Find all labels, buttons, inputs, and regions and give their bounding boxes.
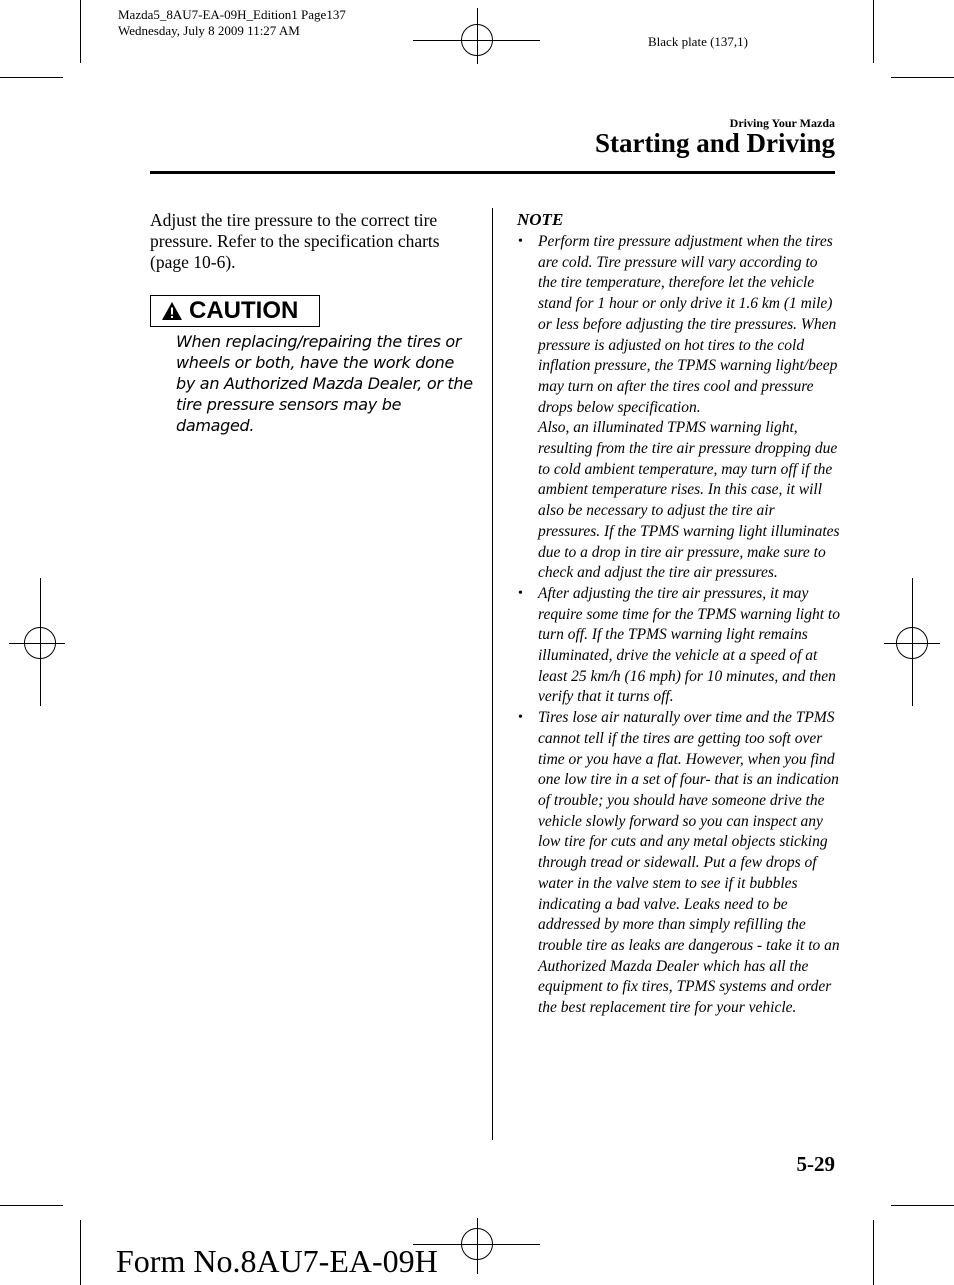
title-rule [150,171,835,174]
page-title: Starting and Driving [594,128,835,158]
list-item [516,232,840,584]
print-info-line2: Wednesday, July 8 2009 11:27 AM [118,23,300,38]
note-item-1-text-2: Also, an illuminated TPMS warning light, resulting from the tire air pressure dropping due to cold ambient temperature, may turn off if the ambient temperature rises. In this case, it will also be necessary to adjust the tire air pressures. If the TPMS warning light illuminates due to a drop in tire air pressure, make sure to check and adjust the tire air pressures. [538,419,840,582]
note-list [516,232,840,1019]
plate-label: Black plate (137,1) [648,34,748,49]
column-divider [492,208,493,1140]
form-number: Form No.8AU7-EA-09H [116,1243,438,1279]
intro-paragraph: Adjust the tire pressure to the correct tire pressure. Refer to the specification charts (page 10-6). [150,210,440,272]
note-item-2-text: After adjusting the tire air pressures, it may require some time for the TPMS warning light to turn off. If the TPMS warning light remains illuminated, drive the vehicle at a speed of at least 25 km/h (16 mph) for 10 minutes, and then verify that it turns off. [538,584,840,706]
note-heading: NOTE [517,210,564,229]
page-number: 5-29 [796,1152,835,1176]
note-item-3-text: Tires lose air naturally over time and the TPMS cannot tell if the tires are getting too soft over time or you have a flat. However, when you find one low tire in a set of four- that is an indication of trouble; you should have someone drive the vehicle slowly forward so you can inspect any low tire for cuts and any metal objects sticking through tread or sidewall. Put a few drops of water in the valve stem to see if it bubbles indicating a bad valve. Leaks need to be addressed by more than simply refilling the trouble tire as leaks are dangerous - take it to an Authorized Mazda Dealer which has all the equipment to fix tires, TPMS systems and order the best replacement tire for your vehicle. [538,709,840,1017]
list-item [516,708,840,1019]
bullet-icon: • [518,710,523,726]
caution-label: CAUTION [189,297,299,324]
note-item-1-text: Perform tire pressure adjustment when the tires are cold. Tire pressure will vary according to the tire temperature, therefore let the vehicle stand for 1 hour or only drive it 1.6 km (1 mile) or less before adjusting the tire pressures. When pressure is adjusted on hot tires to the cold inflation pressure, the TPMS warning light/beep may turn on after the tires cool and pressure drops below specification. [538,233,838,416]
bullet-icon: • [518,585,523,601]
list-item [516,584,840,708]
section-label: Driving Your Mazda [729,116,835,130]
print-info-line1: Mazda5_8AU7-EA-09H_Edition1 Page137 [118,7,346,22]
caution-text: When replacing/repairing the tires or wheels or both, have the work done by an Authorized Mazda Dealer, or the tire pressure sensors may be damaged. [176,332,473,435]
warning-triangle-icon [161,301,183,321]
caution-box [150,295,320,327]
print-info [118,7,346,39]
bullet-icon: • [518,234,523,249]
